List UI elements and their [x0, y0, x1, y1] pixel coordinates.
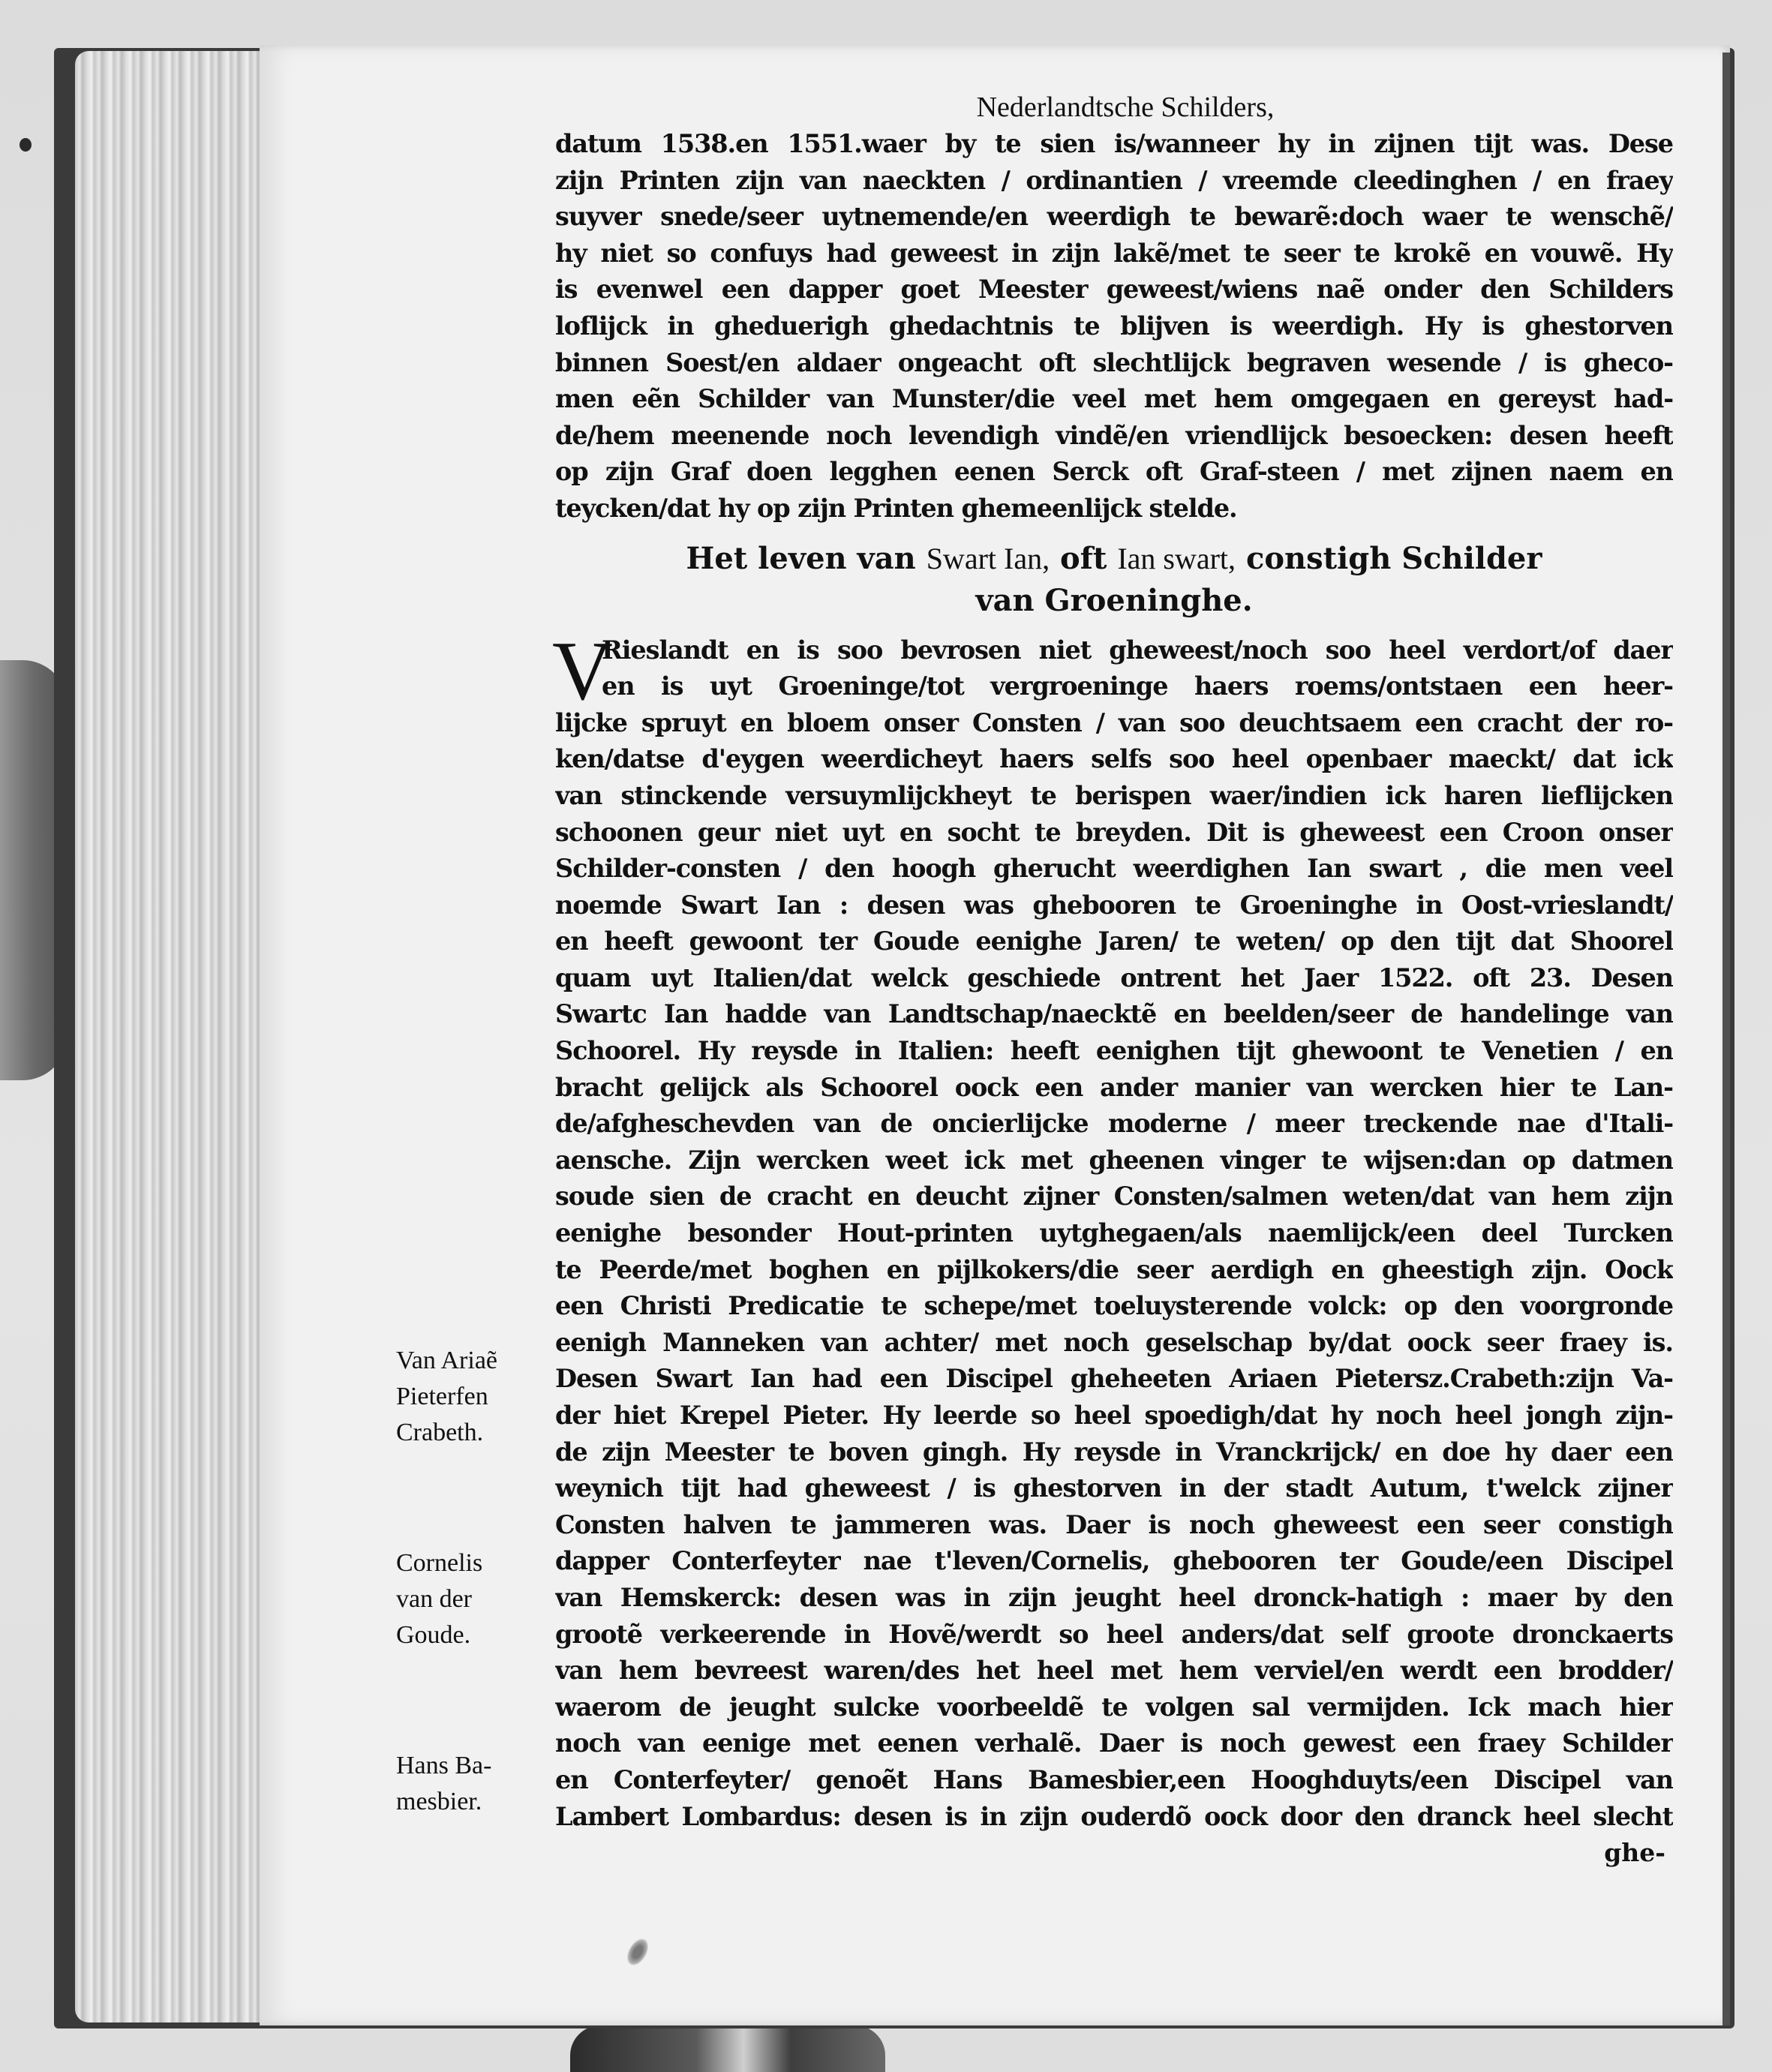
text-block — [552, 89, 1673, 1871]
text-line: zijn Printen zijn van naeckten / ordinantien / vreemde cleedinghen / en fraey — [555, 165, 1673, 195]
section-1 — [555, 126, 1673, 527]
background-speck — [20, 138, 32, 152]
text-line: Schilder-consten / den hoogh gherucht weerdighen Ian swart , die men veel — [555, 854, 1673, 884]
margin-note-crabeth — [396, 1343, 531, 1451]
text-line: eenighe besonder Hout-printen uytghegaen/als naemlijck/een deel Turcken — [555, 1218, 1673, 1248]
text-line: en Conterfeyter/ genoẽt Hans Bamesbier,een Hooghduyts/een Discipel van — [555, 1764, 1673, 1794]
text-line: te Peerde/met boghen en pijlkokers/die seer aerdigh en gheestigh zijn. Oock — [555, 1254, 1673, 1284]
text-line: aensche. Zijn wercken weet ick met gheenen vinger te wijsen:dan op datmen — [555, 1145, 1673, 1175]
margin-note-bamesbier — [396, 1748, 531, 1820]
text-line: van stinckende versuymlijckheyt te berispen waer/indien ick haren lieflijcken — [555, 780, 1673, 810]
margin-note-line: Crabeth. — [396, 1419, 484, 1446]
text-line: quam uyt Italien/dat welck geschiede ontrent het Jaer 1522. oft 23. Desen — [555, 962, 1673, 992]
heading-text: oft — [1050, 540, 1118, 576]
catchword: ghe- — [1604, 1838, 1665, 1868]
text-line: de zijn Meester te boven gingh. Hy reysde in Vranckrijck/ en doe hy daer een — [555, 1437, 1673, 1467]
text-line: en heeft gewoont ter Goude eenighe Jaren/ te weten/ op den tijt dat Shoorel — [555, 926, 1673, 956]
text-line: Swartc Ian hadde van Landtschap/naecktẽ en beelden/seer de handelinge van — [555, 999, 1673, 1029]
heading-text: Het leven van — [686, 540, 927, 576]
margin-note-line: Cornelis — [396, 1549, 483, 1577]
chapter-heading — [555, 538, 1673, 580]
heading-name: Ian swart, — [1117, 541, 1236, 575]
text-line: noch van eenige met eenen verhalẽ. Daer is noch gewest een fraey Schilder — [555, 1728, 1673, 1758]
text-line: een Christi Predicatie te schepe/met toeluysterende volck: op den voorgronde — [555, 1291, 1673, 1321]
bookmark-ribbon-bottom — [570, 2025, 885, 2072]
text-line: men eẽn Schilder van Munster/die veel met hem omgegaen en gereyst had- — [555, 384, 1673, 414]
text-line: teycken/dat hy op zijn Printen ghemeenlijck stelde. — [555, 493, 1237, 523]
margin-note-line: van der — [396, 1585, 473, 1613]
text-line: Lambert Lombardus: desen is in zijn ouderdõ oock door den dranck heel slecht — [555, 1801, 1673, 1831]
text-line: op zijn Graf doen legghen eenen Serck oft Graf-steen / met zijnen naem en — [555, 457, 1673, 487]
text-line: en is uyt Groeninge/tot vergroeninge haers roems/ontstaen een heer- — [602, 671, 1673, 701]
page-stack-edge — [75, 51, 260, 2022]
margin-note-line: Hans Ba- — [396, 1752, 492, 1779]
text-line: grootẽ verkeerende in Hovẽ/werdt so heel anders/dat self groote dronckaerts — [555, 1619, 1673, 1649]
chapter-heading-line-2: van Groeninghe. — [975, 582, 1253, 618]
text-line: lijcke spruyt en bloem onser Consten / van soo deuchtsaem een cracht der ro- — [555, 707, 1673, 737]
text-line: van Hemskerck: desen was in zijn jeught heel dronck-hatigh : maer by den — [555, 1582, 1673, 1612]
text-line: van hem bevreest waren/des het heel met hem verviel/en werdt een brodder/ — [555, 1656, 1673, 1686]
section-2 — [552, 624, 1673, 1872]
heading-name: Swart Ian, — [926, 541, 1050, 575]
text-line: eenigh Manneken van achter/ met noch geselschap by/dat oock seer fraey is. — [555, 1327, 1673, 1357]
text-line: soude sien de cracht en deucht zijner Consten/salmen weten/dat van hem zijn — [555, 1182, 1673, 1212]
text-line: bracht gelijck als Schoorel oock een ander manier van wercken hier te Lan- — [555, 1072, 1673, 1102]
margin-note-cornelis — [396, 1545, 531, 1653]
text-line: Consten halven te jammeren was. Daer is noch gheweest een seer constigh — [555, 1509, 1673, 1539]
page-right-edge — [1722, 53, 1730, 2025]
text-line: loflijck in gheduerigh ghedachtnis te blijven is weerdigh. Hy is ghestorven — [555, 311, 1673, 341]
text-line: noemde Swart Ian : desen was ghebooren te Groeninghe in Oost-vrieslandt/ — [555, 890, 1673, 920]
text-line: weynich tijt had gheweest / is ghestorven in der stadt Autum, t'welck zijner — [555, 1473, 1673, 1503]
drop-cap: V — [552, 624, 613, 718]
text-line: de/hem meenende noch levendigh vindẽ/en vriendlijck besoecken: desen heeft — [555, 420, 1673, 450]
text-line: is evenwel een dapper goet Meester geweest/wiens naẽ onder den Schilders — [555, 275, 1673, 305]
text-line: suyver snede/seer uytnemende/en weerdigh te bewarẽ:doch waer te wenschẽ/ — [555, 202, 1673, 232]
text-line: Desen Swart Ian had een Discipel gheheeten Ariaen Pietersz.Crabeth:zijn Va- — [555, 1364, 1673, 1394]
text-line: datum 1538.en 1551.waer by te sien is/wanneer hy in zijnen tijt was. Dese — [555, 129, 1673, 158]
text-line: Rieslandt en is soo bevrosen niet gheweest/noch soo heel verdort/of daer — [602, 635, 1673, 665]
text-line: Schoorel. Hy reysde in Italien: heeft eenighen tijt ghewoont te Venetien / en — [555, 1036, 1673, 1066]
margin-note-line: mesbier. — [396, 1788, 482, 1815]
margin-note-line: Goude. — [396, 1621, 471, 1649]
margin-note-line: Van Ariaẽ — [396, 1347, 498, 1374]
running-head: Nederlandtsche Schilders, — [976, 92, 1275, 123]
margin-note-line: Pieterfen — [396, 1383, 488, 1410]
text-line: hy niet so confuys had geweest in zijn lakẽ/met te seer te krokẽ en vouwẽ. Hy — [555, 238, 1673, 268]
text-line: der hiet Krepel Pieter. Hy leerde so heel spoedigh/dat hy noch heel jongh zijn- — [555, 1401, 1673, 1430]
text-line: ken/datse d'eygen weerdicheyt haers selfs soo heel openbaer maeckt/ dat ick — [555, 744, 1673, 774]
text-line: de/afgheschevden van de oncierlijcke moderne / meer treckende nae d'Itali- — [555, 1109, 1673, 1139]
text-line: waerom de jeught sulcke voorbeeldẽ te volgen sal vermijden. Ick mach hier — [555, 1692, 1673, 1722]
text-line: dapper Conterfeyter nae t'leven/Cornelis, ghebooren ter Goude/een Discipel — [555, 1546, 1673, 1576]
text-line: binnen Soest/en aldaer ongeacht oft slechtlijck begraven wesende / is gheco- — [555, 347, 1673, 377]
text-line: schoonen geur niet uyt en socht te breyden. Dit is gheweest een Croon onser — [555, 817, 1673, 847]
heading-text: constigh Schilder — [1236, 540, 1542, 576]
